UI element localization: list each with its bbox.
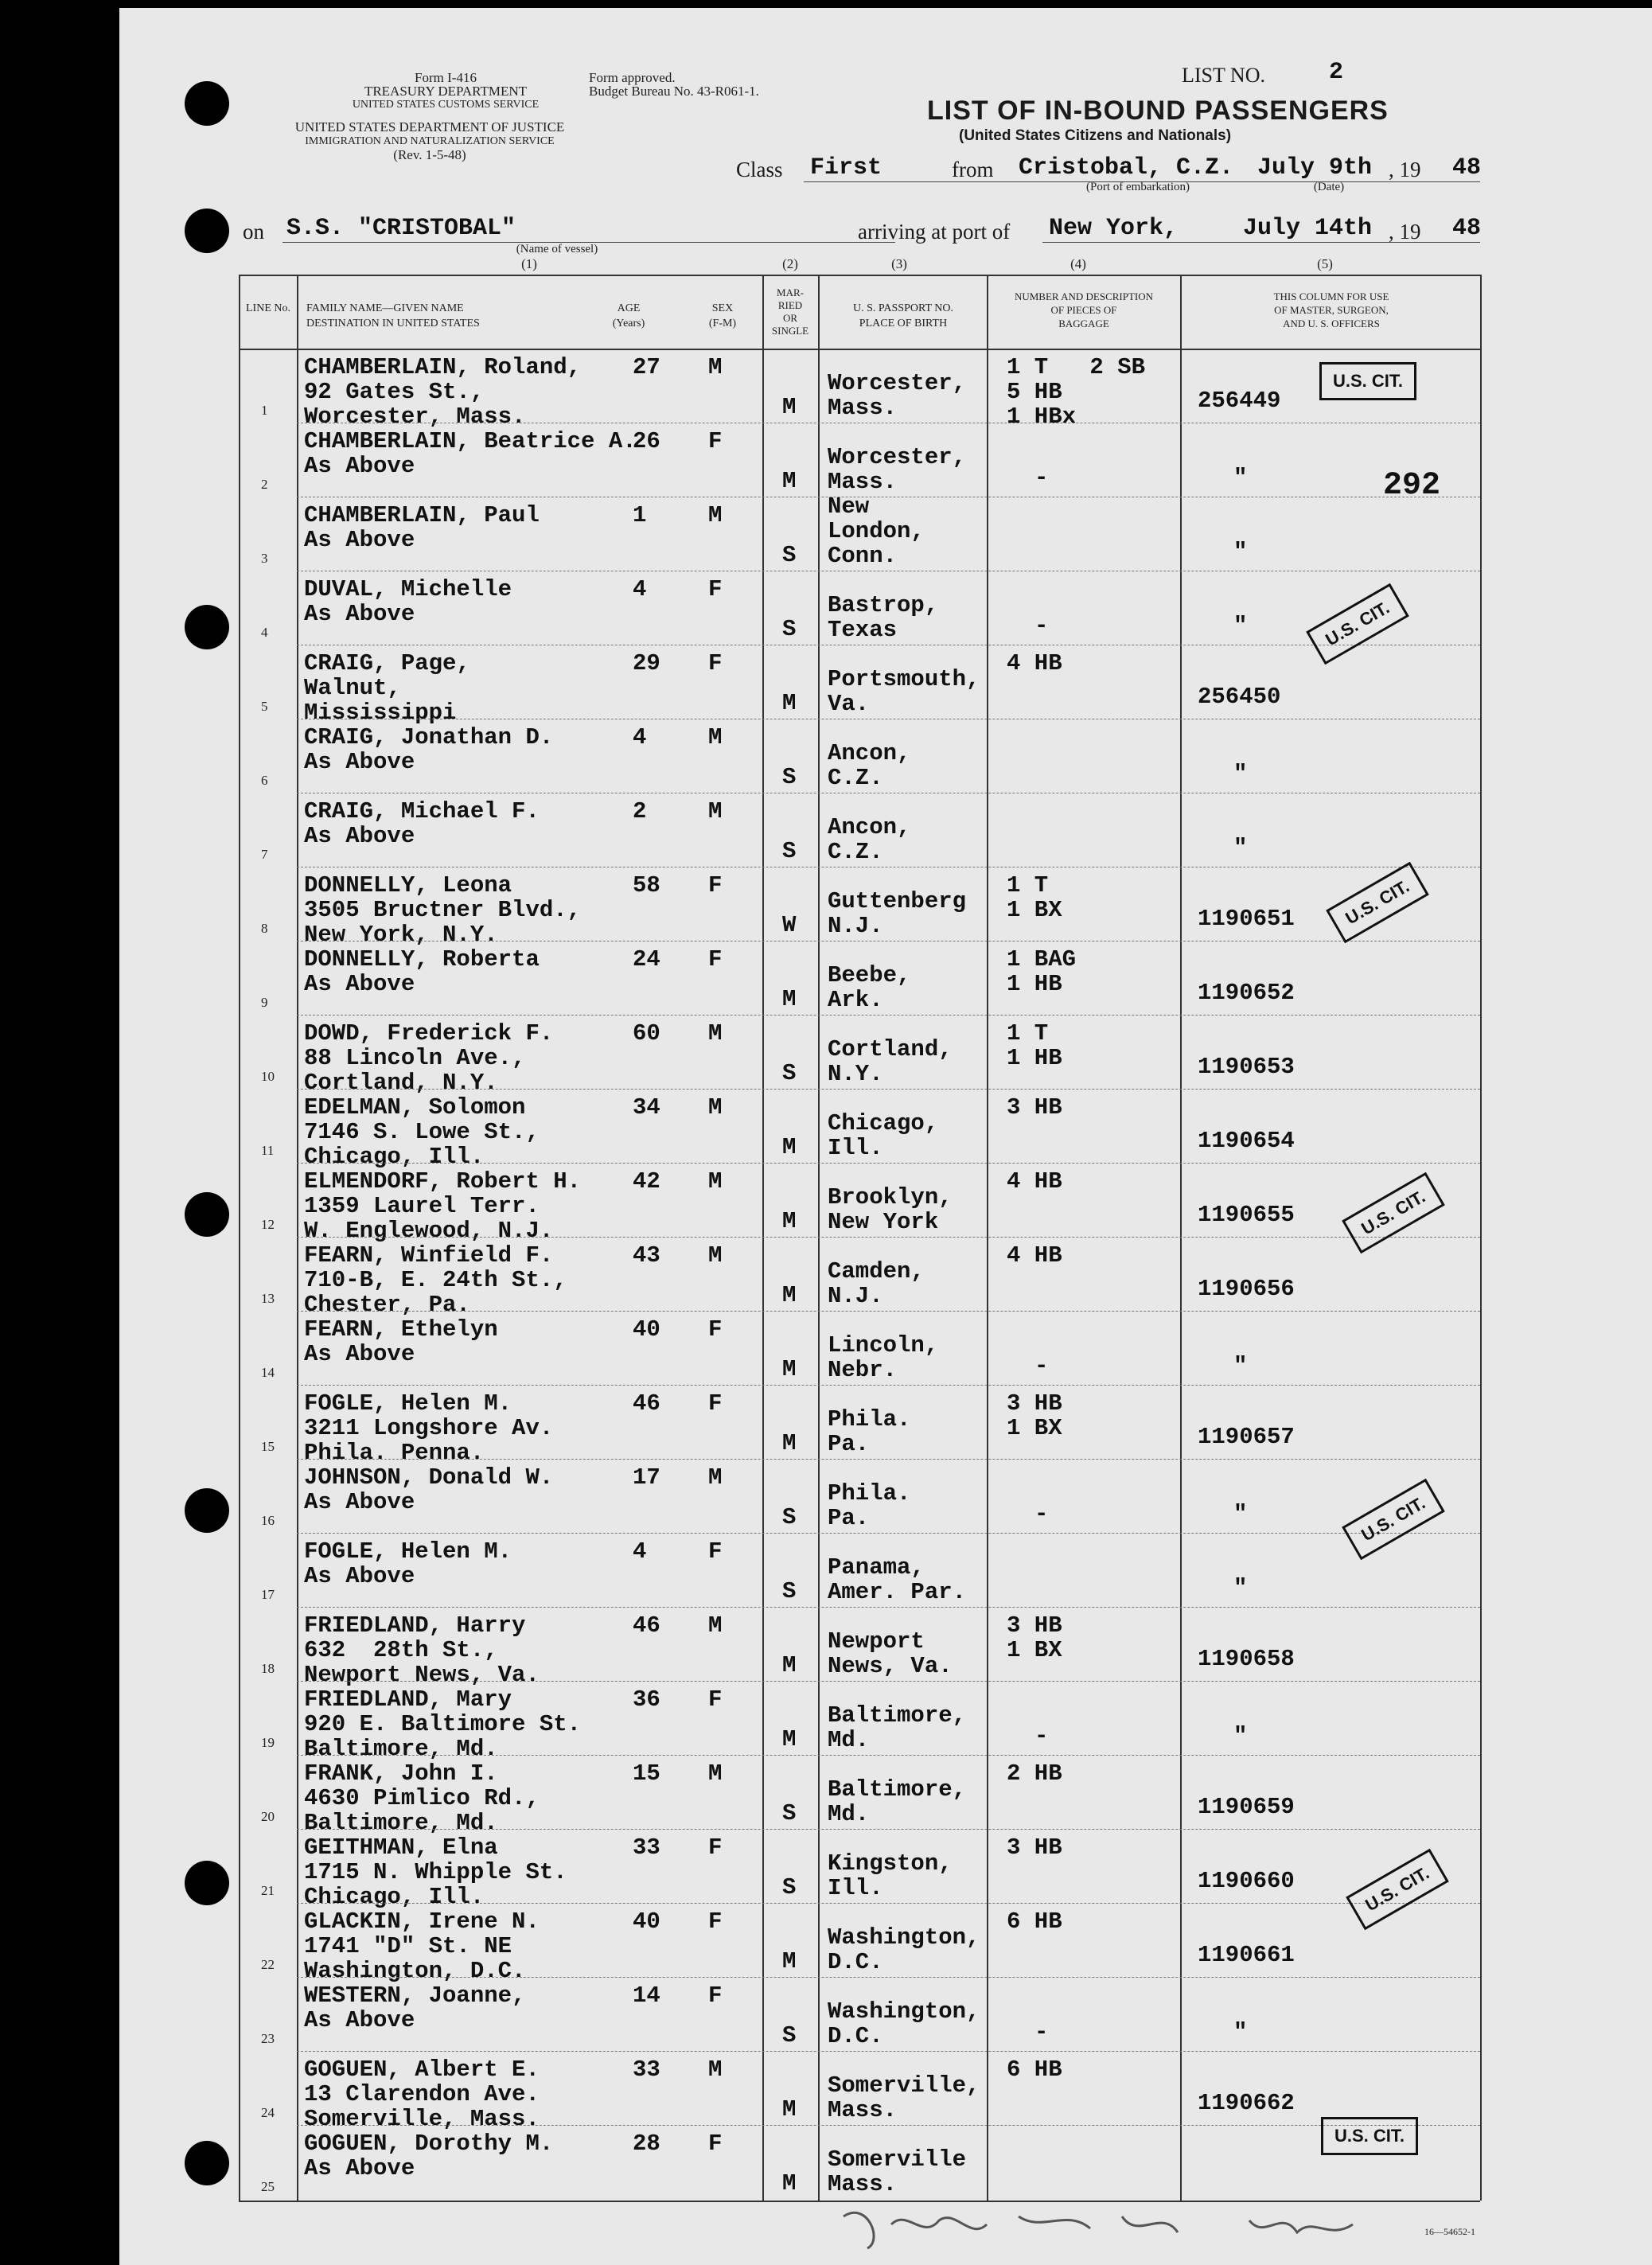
- officer-column: 256449: [1198, 388, 1281, 414]
- passenger-baggage: -: [1034, 613, 1049, 639]
- passenger-name: JOHNSON, Donald W. As Above: [304, 1464, 554, 1515]
- passenger-age: 60: [633, 1020, 660, 1047]
- row-divider: [297, 1163, 1480, 1164]
- passenger-marital-status: S: [782, 1800, 797, 1826]
- passenger-name: CRAIG, Page, Walnut, Mississippi: [304, 650, 470, 726]
- passenger-birthplace: Guttenberg N.J.: [828, 888, 967, 939]
- line-number: 21: [261, 1883, 275, 1898]
- embark-year-prefix: , 19: [1389, 158, 1421, 181]
- col-header-passport: U. S. PASSPORT NO. PLACE OF BIRTH: [853, 302, 953, 329]
- form-number: Form I-416: [415, 70, 477, 85]
- passenger-marital-status: M: [782, 1208, 797, 1234]
- passenger-birthplace: Beebe, Ark.: [828, 962, 911, 1013]
- passenger-age: 28: [633, 2131, 660, 2157]
- punch-hole: [185, 1488, 229, 1533]
- passenger-birthplace: Chicago, Ill.: [828, 1110, 939, 1161]
- punch-hole: [185, 1192, 229, 1237]
- officer-column: 1190661: [1198, 1942, 1295, 1968]
- col-num-5: (5): [1317, 256, 1333, 271]
- passenger-baggage: 4 HB: [1007, 650, 1062, 676]
- passenger-marital-status: M: [782, 1430, 797, 1456]
- line-number: 2: [261, 477, 268, 492]
- passenger-age: 24: [633, 946, 660, 973]
- col-num-4: (4): [1070, 256, 1086, 271]
- passenger-name: CHAMBERLAIN, Beatrice A. As Above: [304, 428, 637, 479]
- passenger-age: 33: [633, 1834, 660, 1861]
- officer-column: 1190651: [1198, 906, 1295, 932]
- embark-year-suffix: 48: [1452, 154, 1482, 181]
- row-divider: [297, 1755, 1480, 1756]
- passenger-baggage: 1 T 1 HB: [1007, 1020, 1062, 1071]
- passenger-baggage: 4 HB: [1007, 1242, 1062, 1269]
- passenger-baggage: 1 T 1 BX: [1007, 872, 1062, 923]
- officer-column: ": [1233, 1575, 1248, 1601]
- dept-justice-sub: IMMIGRATION AND NATURALIZATION SERVICE: [305, 135, 555, 147]
- passenger-age: 29: [633, 650, 660, 676]
- us-cit-stamp: U.S. CIT.: [1342, 1172, 1445, 1254]
- passenger-baggage: 2 HB: [1007, 1760, 1062, 1787]
- passenger-marital-status: M: [782, 1134, 797, 1160]
- passenger-baggage: 3 HB: [1007, 1834, 1062, 1861]
- arrival-year-prefix: , 19: [1389, 220, 1421, 244]
- passenger-birthplace: New London, Conn.: [828, 493, 925, 569]
- us-cit-stamp: U.S. CIT.: [1326, 862, 1429, 944]
- line-number: 13: [261, 1291, 275, 1306]
- embark-port: Cristobal, C.Z.: [1019, 154, 1234, 181]
- passenger-marital-status: M: [782, 1948, 797, 1975]
- arriving-label: arriving at port of: [858, 220, 1011, 244]
- passenger-sex: F: [708, 872, 723, 899]
- passenger-age: 36: [633, 1686, 660, 1713]
- officer-column: ": [1233, 1501, 1248, 1527]
- passenger-age: 40: [633, 1908, 660, 1935]
- passenger-marital-status: M: [782, 2170, 797, 2197]
- line-number: 10: [261, 1069, 275, 1084]
- list-no-label: LIST NO.: [1182, 64, 1265, 87]
- officer-column: ": [1233, 835, 1248, 861]
- passenger-name: FRIEDLAND, Mary 920 E. Baltimore St. Baltimore, Md.: [304, 1686, 582, 1762]
- passenger-age: 17: [633, 1464, 660, 1491]
- us-cit-stamp: U.S. CIT.: [1342, 1479, 1445, 1561]
- passenger-baggage: -: [1034, 2019, 1049, 2045]
- passenger-name: DOWD, Frederick F. 88 Lincoln Ave., Cortland, N.Y.: [304, 1020, 554, 1096]
- officer-column: 256450: [1198, 684, 1281, 710]
- passenger-name: GOGUEN, Albert E. 13 Clarendon Ave. Somerville, Mass.: [304, 2056, 540, 2132]
- date-caption: (Date): [1313, 181, 1345, 193]
- passenger-marital-status: S: [782, 542, 797, 568]
- passenger-age: 46: [633, 1390, 660, 1417]
- passenger-sex: F: [708, 1686, 723, 1713]
- line-number: 23: [261, 2031, 275, 2046]
- row-divider: [297, 1459, 1480, 1460]
- passenger-marital-status: M: [782, 690, 797, 716]
- passenger-sex: F: [708, 2131, 723, 2157]
- passenger-birthplace: Panama, Amer. Par.: [828, 1554, 967, 1605]
- passenger-birthplace: Baltimore, Md.: [828, 1702, 967, 1753]
- col-border: [297, 275, 298, 2201]
- passenger-marital-status: S: [782, 1060, 797, 1086]
- passenger-name: GOGUEN, Dorothy M. As Above: [304, 2131, 554, 2181]
- passenger-age: 34: [633, 1094, 660, 1121]
- row-divider: [297, 1977, 1480, 1978]
- vessel-caption: (Name of vessel): [516, 243, 598, 255]
- us-cit-stamp: U.S. CIT.: [1321, 2117, 1418, 2155]
- vessel-name: S.S. "CRISTOBAL": [286, 215, 516, 242]
- passenger-sex: M: [708, 1242, 723, 1269]
- passenger-birthplace: Ancon, C.Z.: [828, 740, 911, 791]
- passenger-sex: M: [708, 1094, 723, 1121]
- passenger-name: CHAMBERLAIN, Roland, 92 Gates St., Worcester, Mass.: [304, 354, 582, 430]
- officer-column: 1190656: [1198, 1276, 1295, 1302]
- class-value: First: [810, 154, 882, 181]
- passenger-sex: F: [708, 428, 723, 454]
- officer-column: ": [1233, 1353, 1248, 1379]
- embark-date: July 9th: [1257, 154, 1373, 181]
- passenger-marital-status: S: [782, 1874, 797, 1900]
- row-divider: [297, 1829, 1480, 1830]
- officer-column: ": [1233, 465, 1248, 491]
- row-divider: [297, 1533, 1480, 1534]
- passenger-birthplace: Washington, D.C.: [828, 1998, 980, 2049]
- passenger-sex: F: [708, 1390, 723, 1417]
- line-number: 16: [261, 1513, 275, 1528]
- col-border: [762, 275, 764, 2201]
- officer-column: 1190654: [1198, 1128, 1295, 1154]
- passenger-baggage: 3 HB 1 BX: [1007, 1390, 1062, 1441]
- form-approved: Form approved.: [589, 70, 676, 85]
- passenger-baggage: 1 BAG 1 HB: [1007, 946, 1077, 997]
- passenger-birthplace: Somerville, Mass.: [828, 2072, 980, 2123]
- table-top-border: [239, 275, 1480, 276]
- passenger-name: GEITHMAN, Elna 1715 N. Whipple St. Chicago, Ill.: [304, 1834, 567, 1910]
- col-header-married: MAR- RIED OR SINGLE: [771, 287, 809, 337]
- arrival-port: New York,: [1049, 215, 1179, 242]
- passenger-sex: M: [708, 1760, 723, 1787]
- passenger-name: DUVAL, Michelle As Above: [304, 576, 512, 627]
- row-divider: [297, 1385, 1480, 1386]
- list-no-value: 2: [1329, 59, 1344, 86]
- revision: (Rev. 1-5-48): [393, 147, 466, 162]
- passenger-baggage: 6 HB: [1007, 2056, 1062, 2083]
- row-divider: [297, 1607, 1480, 1608]
- passenger-marital-status: S: [782, 1578, 797, 1604]
- annotation-292: 292: [1383, 468, 1441, 504]
- officer-column: 1190659: [1198, 1794, 1295, 1820]
- passenger-baggage: 3 HB 1 BX: [1007, 1612, 1062, 1663]
- line-number: 5: [261, 699, 268, 714]
- passenger-name: FRANK, John I. 4630 Pimlico Rd., Baltimore, Md.: [304, 1760, 540, 1836]
- passenger-age: 33: [633, 2056, 660, 2083]
- officer-column: ": [1233, 2019, 1248, 2045]
- line-number: 9: [261, 995, 268, 1010]
- passenger-age: 43: [633, 1242, 660, 1269]
- class-label: Class: [736, 158, 783, 181]
- passenger-sex: M: [708, 1020, 723, 1047]
- line-number: 1: [261, 403, 268, 418]
- officer-column: 1190657: [1198, 1424, 1295, 1450]
- line-number: 18: [261, 1661, 275, 1676]
- officer-column: 1190652: [1198, 980, 1295, 1006]
- passenger-birthplace: Somerville Mass.: [828, 2146, 967, 2197]
- passenger-name: EDELMAN, Solomon 7146 S. Lowe St., Chicago, Ill.: [304, 1094, 540, 1170]
- footer-code: 16—54652-1: [1424, 2226, 1475, 2237]
- punch-hole: [185, 209, 229, 253]
- col-header-baggage: NUMBER AND DESCRIPTION OF PIECES OF BAGGAGE: [1014, 290, 1154, 329]
- passenger-name: FOGLE, Helen M. As Above: [304, 1538, 512, 1589]
- passenger-baggage: -: [1034, 1353, 1049, 1379]
- passenger-birthplace: Phila. Pa.: [828, 1406, 911, 1457]
- passenger-age: 46: [633, 1612, 660, 1639]
- passenger-age: 42: [633, 1168, 660, 1195]
- passenger-birthplace: Portsmouth, Va.: [828, 666, 980, 717]
- row-divider: [297, 1311, 1480, 1312]
- passenger-marital-status: S: [782, 1504, 797, 1530]
- us-cit-stamp: U.S. CIT.: [1319, 362, 1416, 400]
- punch-hole: [185, 605, 229, 649]
- passenger-birthplace: Washington, D.C.: [828, 1924, 980, 1975]
- passenger-marital-status: S: [782, 2022, 797, 2049]
- dept-treasury: TREASURY DEPARTMENT: [364, 84, 528, 99]
- row-divider: [297, 1089, 1480, 1090]
- passenger-name: CRAIG, Michael F. As Above: [304, 798, 540, 849]
- punch-hole: [185, 2141, 229, 2185]
- passenger-sex: F: [708, 1908, 723, 1935]
- dept-treasury-sub: UNITED STATES CUSTOMS SERVICE: [352, 99, 540, 111]
- line-number: 22: [261, 1957, 275, 1972]
- passenger-sex: M: [708, 1612, 723, 1639]
- passenger-sex: M: [708, 354, 723, 380]
- line-number: 15: [261, 1439, 275, 1454]
- passenger-name: CRAIG, Jonathan D. As Above: [304, 724, 554, 775]
- dept-justice: UNITED STATES DEPARTMENT OF JUSTICE: [294, 119, 565, 134]
- passenger-sex: M: [708, 1464, 723, 1491]
- passenger-age: 4: [633, 724, 647, 750]
- passenger-marital-status: M: [782, 1282, 797, 1308]
- officer-column: ": [1233, 613, 1248, 639]
- row-divider: [297, 1681, 1480, 1682]
- col-header-line: LINE No.: [246, 302, 290, 314]
- passenger-name: FEARN, Ethelyn As Above: [304, 1316, 498, 1367]
- line-number: 24: [261, 2105, 275, 2120]
- passenger-baggage: -: [1034, 1501, 1049, 1527]
- passenger-marital-status: W: [782, 912, 797, 938]
- officer-column: ": [1233, 539, 1248, 565]
- punch-hole: [185, 81, 229, 126]
- from-label: from: [952, 158, 994, 181]
- passenger-birthplace: Bastrop, Texas: [828, 592, 939, 643]
- passenger-age: 2: [633, 798, 647, 825]
- passenger-birthplace: Worcester, Mass.: [828, 370, 967, 421]
- col-num-3: (3): [891, 256, 907, 271]
- passenger-birthplace: Baltimore, Md.: [828, 1776, 967, 1827]
- passenger-birthplace: Ancon, C.Z.: [828, 814, 911, 865]
- row-divider: [297, 2051, 1480, 2052]
- passenger-sex: F: [708, 1982, 723, 2009]
- passenger-sex: M: [708, 1168, 723, 1195]
- port-caption: (Port of embarkation): [1086, 181, 1190, 193]
- row-divider: [297, 2125, 1480, 2126]
- passenger-sex: M: [708, 2056, 723, 2083]
- passenger-marital-status: M: [782, 986, 797, 1012]
- line-number: 25: [261, 2179, 275, 2194]
- passenger-name: ELMENDORF, Robert H. 1359 Laurel Terr. W. Englewood, N.J.: [304, 1168, 582, 1244]
- passenger-marital-status: M: [782, 1726, 797, 1752]
- col-header-sex: SEX (F-M): [708, 302, 737, 329]
- passenger-age: 14: [633, 1982, 660, 2009]
- passenger-sex: F: [708, 1538, 723, 1565]
- passenger-age: 1: [633, 502, 647, 528]
- officer-column: 1190655: [1198, 1202, 1295, 1228]
- line-number: 12: [261, 1217, 275, 1232]
- passenger-marital-status: S: [782, 838, 797, 864]
- punch-hole: [185, 1861, 229, 1905]
- line-number: 14: [261, 1365, 275, 1380]
- passenger-birthplace: Camden, N.J.: [828, 1258, 925, 1309]
- row-divider: [297, 1903, 1480, 1904]
- row-divider: [297, 1015, 1480, 1016]
- passenger-name: DONNELLY, Leona 3505 Bructner Blvd., New York, N.Y.: [304, 872, 582, 948]
- line-number: 4: [261, 625, 268, 640]
- col-num-1: (1): [521, 256, 537, 271]
- passenger-name: FEARN, Winfield F. 710-B, E. 24th St., Chester, Pa.: [304, 1242, 567, 1318]
- passenger-age: 40: [633, 1316, 660, 1343]
- passenger-age: 26: [633, 428, 660, 454]
- officer-column: ": [1233, 1723, 1248, 1749]
- officer-column: 1190660: [1198, 1868, 1295, 1894]
- passenger-sex: F: [708, 1316, 723, 1343]
- passenger-baggage: 3 HB: [1007, 1094, 1062, 1121]
- col-border: [1180, 275, 1182, 2201]
- us-cit-stamp: U.S. CIT.: [1306, 583, 1409, 665]
- page-title: LIST OF IN-BOUND PASSENGERS: [927, 96, 1389, 126]
- line-number: 8: [261, 921, 268, 936]
- passenger-birthplace: Kingston, Ill.: [828, 1850, 953, 1901]
- passenger-sex: F: [708, 576, 723, 602]
- passenger-baggage: -: [1034, 1723, 1049, 1749]
- line-number: 19: [261, 1735, 275, 1750]
- on-label: on: [243, 220, 264, 244]
- passenger-birthplace: Brooklyn, New York: [828, 1184, 953, 1235]
- passenger-sex: M: [708, 724, 723, 750]
- passenger-name: GLACKIN, Irene N. 1741 "D" St. NE Washington, D.C.: [304, 1908, 540, 1984]
- passenger-baggage: 1 T 2 SB 5 HB 1 HBx: [1007, 354, 1146, 430]
- passenger-name: WESTERN, Joanne, As Above: [304, 1982, 526, 2033]
- col-header-name: FAMILY NAME—GIVEN NAME DESTINATION IN UNITED STATES: [306, 302, 480, 329]
- passenger-sex: F: [708, 1834, 723, 1861]
- passenger-name: CHAMBERLAIN, Paul As Above: [304, 502, 540, 553]
- page-subtitle: (United States Citizens and Nationals): [959, 127, 1232, 144]
- row-divider: [297, 1237, 1480, 1238]
- line-number: 17: [261, 1587, 275, 1602]
- officer-column: 1190653: [1198, 1054, 1295, 1080]
- line-number: 11: [261, 1143, 275, 1158]
- passenger-marital-status: M: [782, 394, 797, 420]
- passenger-age: 4: [633, 576, 647, 602]
- passenger-baggage: 6 HB: [1007, 1908, 1062, 1935]
- passenger-age: 15: [633, 1760, 660, 1787]
- passenger-birthplace: Phila. Pa.: [828, 1480, 911, 1531]
- passenger-name: DONNELLY, Roberta As Above: [304, 946, 540, 997]
- passenger-marital-status: S: [782, 764, 797, 790]
- officer-signature: [836, 2193, 1408, 2256]
- col-header-officers: THIS COLUMN FOR USE OF MASTER, SURGEON, AND U. S. OFFICERS: [1273, 290, 1389, 329]
- col-num-2: (2): [782, 256, 798, 271]
- col-border: [987, 275, 988, 2201]
- passenger-age: 58: [633, 872, 660, 899]
- passenger-birthplace: Cortland, N.Y.: [828, 1036, 953, 1087]
- passenger-sex: M: [708, 502, 723, 528]
- table-header-border: [239, 349, 1480, 350]
- passenger-sex: M: [708, 798, 723, 825]
- arrival-date: July 14th: [1243, 215, 1373, 242]
- officer-column: 1190658: [1198, 1646, 1295, 1672]
- col-header-age: AGE (Years): [612, 302, 645, 329]
- passenger-age: 4: [633, 1538, 647, 1565]
- line-number: 7: [261, 847, 268, 862]
- passenger-birthplace: Worcester, Mass.: [828, 444, 967, 495]
- passenger-marital-status: M: [782, 468, 797, 494]
- passenger-marital-status: S: [782, 616, 797, 642]
- arrival-underline: [1042, 242, 1480, 243]
- line-number: 20: [261, 1809, 275, 1824]
- col-border: [818, 275, 820, 2201]
- passenger-sex: F: [708, 946, 723, 973]
- budget-bureau: Budget Bureau No. 43-R061-1.: [589, 84, 759, 99]
- officer-column: 1190662: [1198, 2090, 1295, 2116]
- line-number: 6: [261, 773, 268, 788]
- passenger-age: 27: [633, 354, 660, 380]
- passenger-marital-status: M: [782, 1652, 797, 1678]
- col-border: [239, 275, 240, 2201]
- passenger-baggage: -: [1034, 465, 1049, 491]
- passenger-baggage: 4 HB: [1007, 1168, 1062, 1195]
- arrival-year-suffix: 48: [1452, 215, 1482, 242]
- line-number: 3: [261, 551, 268, 566]
- passenger-marital-status: M: [782, 1356, 797, 1382]
- us-cit-stamp: U.S. CIT.: [1346, 1849, 1449, 1931]
- passenger-birthplace: Lincoln, Nebr.: [828, 1332, 939, 1383]
- passenger-sex: F: [708, 650, 723, 676]
- passenger-name: FRIEDLAND, Harry 632 28th St., Newport News, Va.: [304, 1612, 540, 1688]
- passenger-birthplace: Newport News, Va.: [828, 1628, 953, 1679]
- officer-column: ": [1233, 761, 1248, 787]
- col-border: [1480, 275, 1482, 2201]
- passenger-name: FOGLE, Helen M. 3211 Longshore Av. Phila. Penna.: [304, 1390, 554, 1466]
- passenger-marital-status: M: [782, 2096, 797, 2123]
